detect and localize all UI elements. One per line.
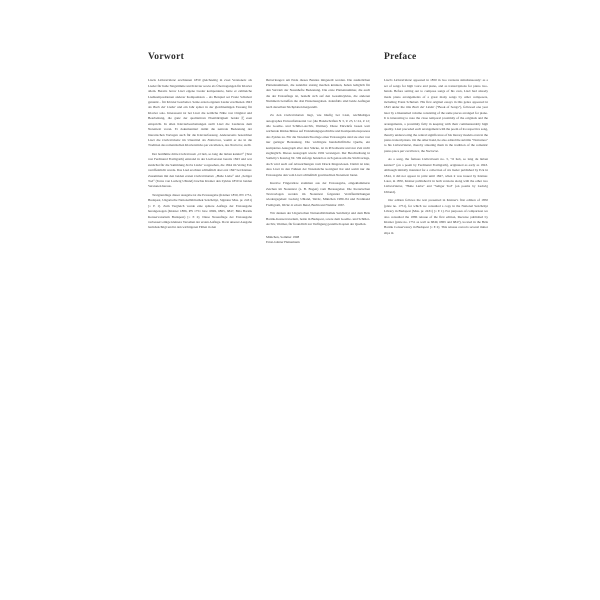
paragraph: Textgrundlage dieser Ausgabe ist die Erstausgabe (Kistner 1850, PN 1751, Budapest, Ungarische Nationalbibliothek Széchényi, Signatur Mus. pr. 2431) [= E 1]. Zum Vergleich wurde eine spätere Auflage der Erstausgabe herangezogen (Kistner 1886, PN 1751 bzw. 6849, 6865, 6847, Béla Bartók Konservatorium Budapest) [= E 2]. Diese Neuauflage der Erstausgabe verbessert einige kleinere Versehen der ersten Auflage. Da in unserer Ausgabe berücksichtigt und in den wichtigeren Fällen in den [148, 192, 252, 230]
column-german-left [148, 52, 252, 558]
column-german-right [266, 52, 370, 558]
paragraph: Kursive Fingersätze stammen aus der Erstausgabe, eingeklammerte Zeichen im Notentext (z. B. Bogen) vom Herausgeber. Die literarischen Textvorlagen werden im Notentext folgender Veröffentlichungen wiedergegeben: Ludwig Uhland, Werke, München 1980–84 und Ferdinand Freiligrath, Werke in einem Band, Berlin und Weimar 1967. [266, 181, 370, 207]
page-title-preface: Preface [384, 52, 417, 62]
paragraph: Zu den Liebesträumen liegt, wie häufig bei Liszt, reichhaltiges autographes Entwurfsmaterial vor (die Handschriften N 3, U 23, U 24, Z 12; alle Goethe- und Schiller-Archiv, Weimar). Diese Entwürfe lassen weit reichende Rückschlüsse auf Entstehungsgeschichte und Kompositionsprozess des Zyklus zu. Für die Notenstichvorlage einer Erstausgabe sind sie aber von nur geringer Bedeutung. Die wichtigste handschriftliche Quelle, ein komplettes Autograph aller drei Stücke, ist in Privatbesitz und nur Zeit nicht zugänglich. Dieses Autograph wurde 1992 versteigert. Der Beschreibung in Sotheby's Katalog Nr. 569 zufolge handelt es sich genau um die Stichvorlage, doch wird auch auf Abweichungen vom Druck hingewiesen. Damit ist klar, dass Liszt in den Fahnen der Notenstiche korrigiert hat und somit nur die Erstausgabe den vom Liszt schließlich gewünschten Notentext bietet. [266, 113, 370, 177]
paragraph: Liszts Liebesträume erschienen 1850 gleichzeitig in zwei Versionen: als Lieder für hohe Singstimme und Klavier sowie als Übertragungen für Klavier allein. Bereits bevor Liszt eigene Lieder komponierte, hatte er zahlreiche Liedkompositionen anderer Komponisten – als Beispiel sei Franz Schubert genannt – für Klavier bearbeitet. Seine ersten eigenen Lieder erschienen 1843 als Buch der Lieder und ein Jahr später in der gleichnamigen Fassung für Klavier solo. Interessant ist bei Liszt die zeitliche Nähe von Original und Bearbeitung, die ganz der qualitativen Ebenbürtigkeit beider元esen entspricht. In allen Klavierbearbeitungen stellt Liszt die Liedtexte dem Notentext voran. Er dokumentiert damit die zentrale Bedeutung der literarischen Vorlagen auch für die Klavierfassung. Andererseits bezeichnet Liszt die Liebesträume im Untertitel als Notturnos, womit er sie in die Tradition des romantischen Klavierstücks par excellence, des Nocturne, stellt. [148, 78, 252, 148]
paragraph: Liszt's Liebesträume appeared in 1850 in two versions simultaneously: as a set of songs for high voice and piano, and as transcriptions for piano two-hands. Before setting out to compose songs of his own, Liszt had already made piano arrangements of a great many songs by other composers, including Franz Schubert. His first original essays in this genre appeared in 1843 under the title Buch der Lieder ("Book of Songs"), followed one year later by a likenamed volume consisting of the same pieces arranged for piano. It is interesting to note the close temporal proximity of the originals and the arrangements, a proximity fully in keeping with their commensurably high quality. Liszt preceded each arrangement with the poem of its respective song, thereby underscoring the central significance of his literary models even in the piano transcriptions. On the other hand, he also added the subtitle "Notturnos" to his Liebesträume, thereby situating them in the tradition of the romantic piano piece par excellence, the Nocturne. [384, 78, 488, 153]
heading-spacer [266, 52, 370, 78]
page-title-vorwort: Vorwort [148, 52, 185, 62]
paragraph: Der berühmte dritte Liebestraum „O lieb, so lang die lieben kannst!“ (Text von Ferdinand Freiligrath) entstand in der Liedversion bereits 1843 und war zunächst für die Sammlung Sechs Lieder vorgesehen, die 1844 im Verlag Eck veröffentlicht wurde. Das Lied erschien schließlich aber erst 1847 bei Kistner. Zusammen mit den beiden ersten Liebesträumen „Hohe Liebe“ und „Seliger Tod“ (Texte von Ludwig Uhland) brachte Kistner den Zyklus 1850 in beiden Versionen heraus. [148, 151, 252, 189]
three-column-text-block [148, 52, 488, 558]
signature-place-date: München, Sommer 1998 [266, 234, 300, 239]
editor-signature [266, 235, 370, 246]
column-english [384, 52, 488, 558]
paragraph: Our edition follows the text presented in Kistner's first edition of 1850 (plate no. 1751), for which we consulted a copy in the National Széchényi Library in Budapest (Mus. pr. 2431) [= E 1]. For purposes of comparison we also consulted the 1886 reissue of the first edition, likewise published by Kistner (plate no. 1751 as well as 6849, 6865 and 6847), located in the Béla Bartók Conservatory in Budapest [= E 2]. This reissue corrects several minor slips in [384, 198, 488, 235]
paragraph: Bemerkungen am Ende dieses Bandes mitgeteilt werden. Die zusätzlichen Plattennummern, die zunächst stutzig machen könnten, haben lediglich für den Vertrieb der Notenhefte Bedeutung. Die erste Plattennummer, die auch die der Erstauflage ist, bezieht sich auf den Gesamtzyklus, die anderen Nummern betreffen die drei Einzelausgaben. Jedenfalls sind beide Auflagen nach derselben Stichplatten hergestellt. [266, 77, 370, 109]
signature-editor-name: Ernst-Günter Heinemann [266, 240, 300, 245]
paragraph: Wir danken der Ungarischen Nationalbibliothek Széchényi und dem Béla Bartók-Konservatorium, beide in Budapest, sowie dem Goethe- und Schiller-Archiv, Weimar, für freundlich zur Verfügung gestellte Kopien der Quellen. [266, 211, 370, 227]
paragraph: As a song, the famous Liebestraum no. 3, "O lieb, so lang du lieben kannst!" (on a poem by Ferdinand Freiligrath), originated as early as 1843. Although initially intended for a collection of six lieder published by Eck in 1844, it did not appear in print until 1847, when it was issued by Kistner. Later, in 1850, Kistner published it in both versions along with the other two Liebesträume, "Hohe Liebe" and "Seliger Tod" (on poems by Ludwig Uhland). [384, 157, 488, 194]
